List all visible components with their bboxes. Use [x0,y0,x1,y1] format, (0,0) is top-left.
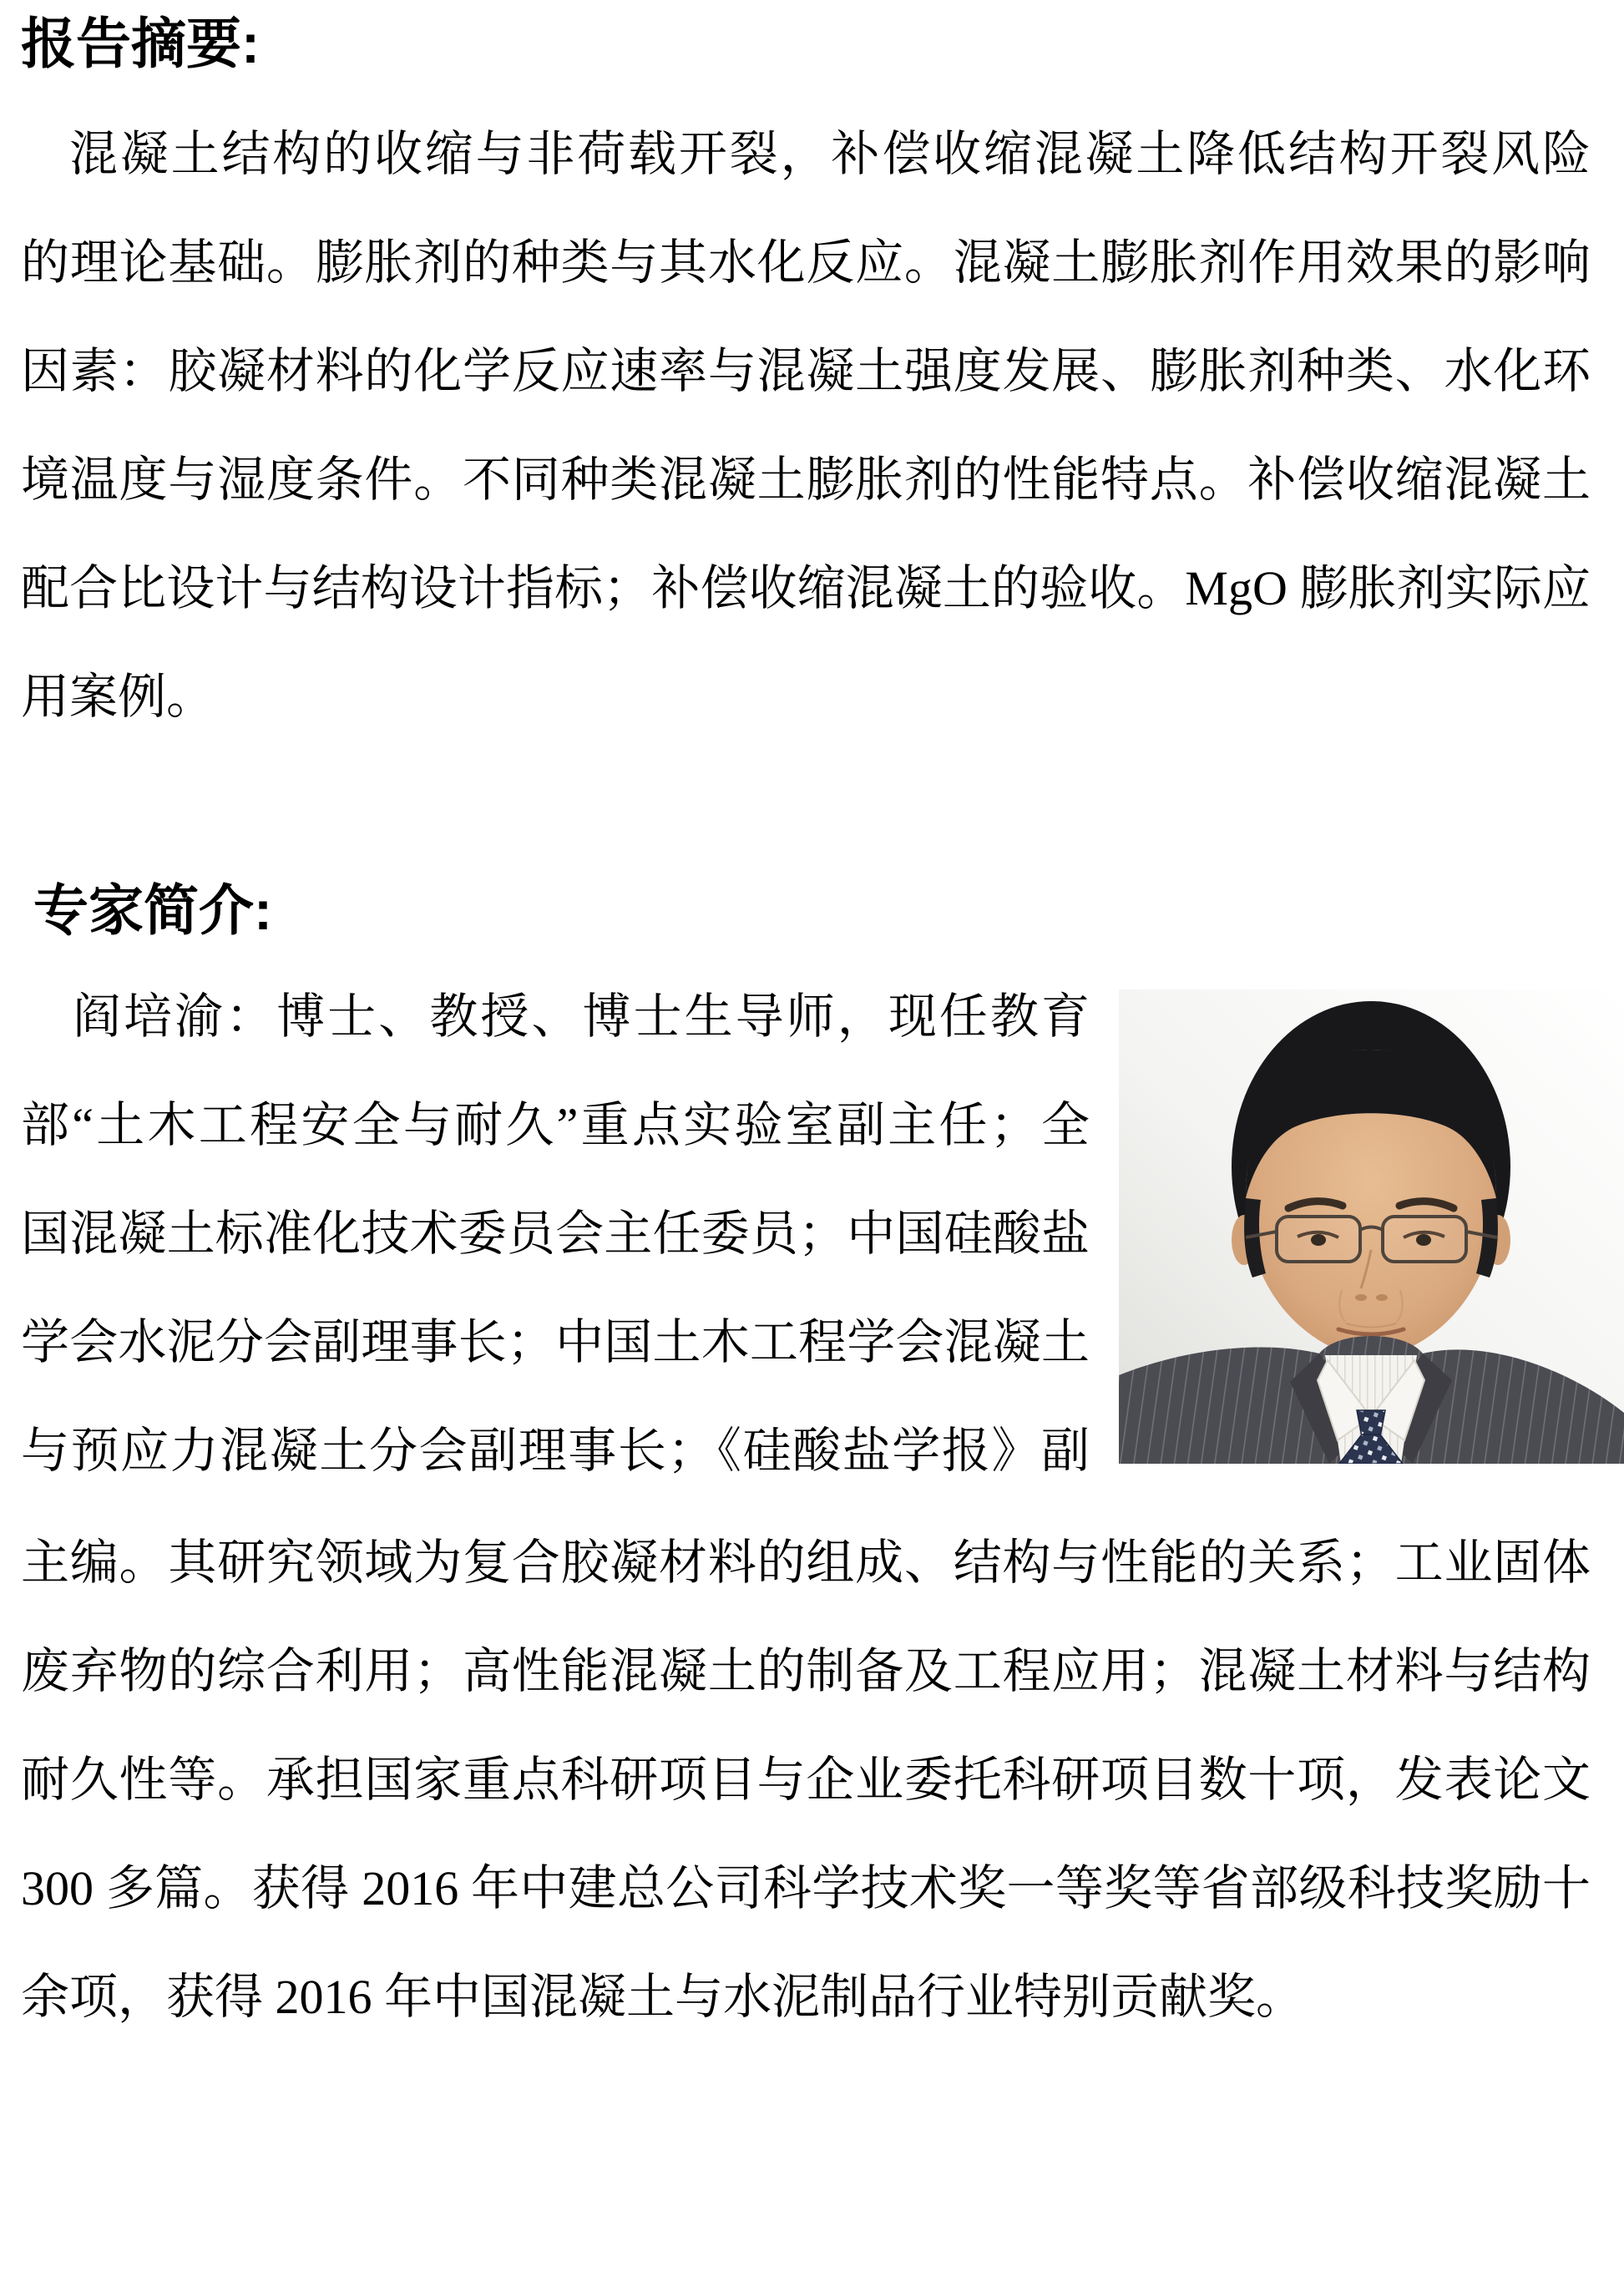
bio-line: 耐久性等。承担国家重点科研项目与企业委托科研项目数十项，发表论文 [21,1753,1591,1807]
portrait-photo-graphic [1119,989,1624,1464]
bio-line: 部“土木工程安全与耐久”重点实验室副主任；全 [21,1098,1090,1152]
abstract-line: 用案例。 [21,670,215,724]
bio-line: 主编。其研究领域为复合胶凝材料的组成、结构与性能的关系；工业固体 [21,1536,1591,1590]
bio-line: 国混凝土标准化技术委员会主任委员；中国硅酸盐 [21,1207,1090,1261]
bio-line: 阎培渝：博士、教授、博士生导师，现任教育 [73,989,1090,1044]
abstract-line: 境温度与湿度条件。不同种类混凝土膨胀剂的性能特点。补偿收缩混凝土 [21,453,1591,507]
abstract-line: 的理论基础。膨胀剂的种类与其水化反应。混凝土膨胀剂作用效果的影响 [21,235,1591,290]
bio-line: 余项，获得 2016 年中国混凝土与水泥制品行业特别贡献奖。 [21,1970,1305,2024]
abstract-line: 因素：胶凝材料的化学反应速率与混凝土强度发展、膨胀剂种类、水化环 [21,344,1591,398]
portrait-photo [1119,989,1624,1464]
bio-line: 学会水泥分会副理事长；中国土木工程学会混凝土 [21,1315,1090,1369]
abstract-heading: 报告摘要: [21,13,260,74]
abstract-paragraph [21,100,1591,751]
abstract-line: 配合比设计与结构设计指标；补偿收缩混凝土的验收。MgO 膨胀剂实际应 [21,561,1591,615]
bio-line: 与预应力混凝土分会副理事长；《硅酸盐学报》副 [21,1424,1090,1478]
expert-bio-narrow-column [21,963,1090,1505]
expert-heading: 专家简介: [33,879,272,941]
abstract-line: 混凝土结构的收缩与非荷载开裂，补偿收缩混凝土降低结构开裂风险 [69,127,1591,181]
bio-line: 300 多篇。获得 2016 年中建总公司科学技术奖一等奖等省部级科技奖励十 [21,1861,1591,1915]
bio-line: 废弃物的综合利用；高性能混凝土的制备及工程应用；混凝土材料与结构 [21,1644,1591,1698]
expert-bio-full-width [21,1509,1591,2052]
